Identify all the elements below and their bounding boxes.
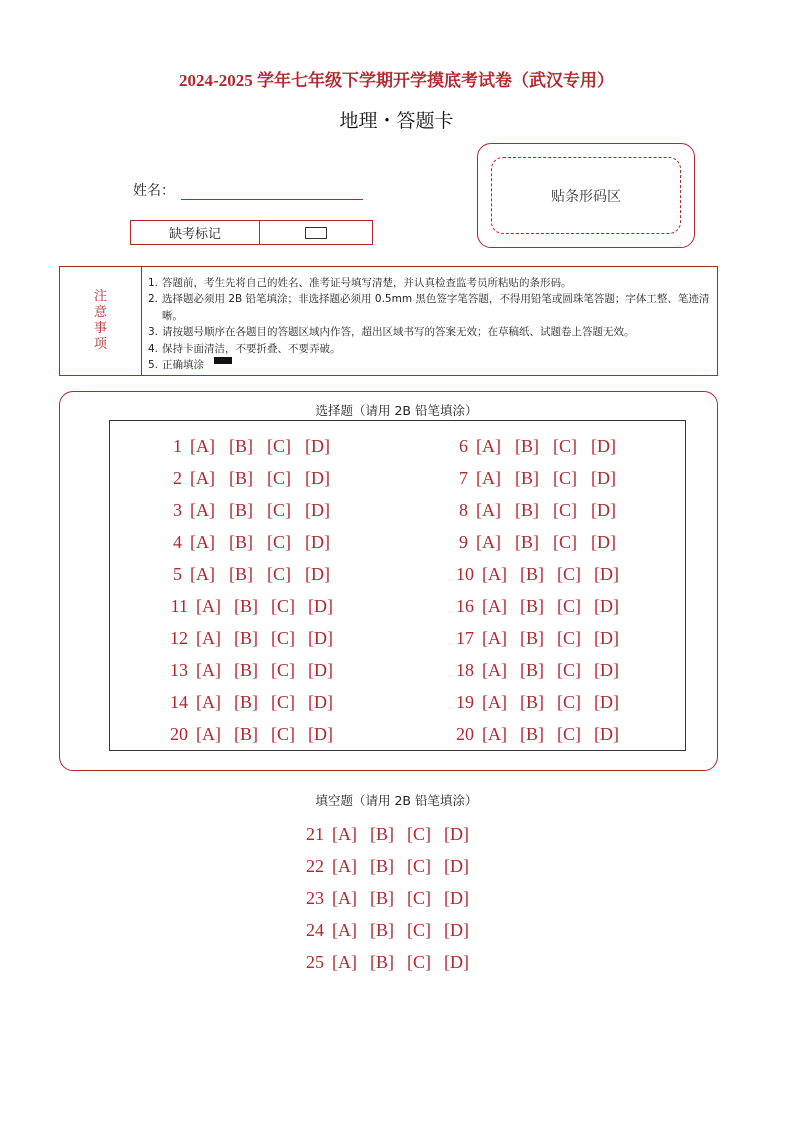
question-row bbox=[444, 692, 632, 713]
answer-option-bubble[interactable]: [A] bbox=[190, 468, 215, 488]
answer-option-bubble[interactable]: [A] bbox=[190, 564, 215, 584]
answer-option-bubble[interactable]: [C] bbox=[271, 660, 295, 680]
question-row bbox=[158, 436, 344, 457]
answer-option-bubble[interactable]: [D] bbox=[305, 532, 330, 552]
answer-option-bubble[interactable]: [C] bbox=[271, 628, 295, 648]
answer-option-bubble[interactable]: [C] bbox=[267, 436, 291, 456]
question-number: 1 bbox=[173, 436, 182, 456]
answer-option-bubble[interactable]: [D] bbox=[308, 660, 333, 680]
answer-option-bubble[interactable]: [C] bbox=[553, 500, 577, 520]
question-row bbox=[298, 888, 482, 909]
absent-label: 缺考标记 bbox=[131, 221, 260, 244]
answer-option-bubble[interactable]: [D] bbox=[591, 468, 616, 488]
notice-item-number: 1. bbox=[148, 277, 159, 289]
answer-option-bubble[interactable]: [D] bbox=[308, 724, 333, 744]
answer-option-bubble[interactable]: [B] bbox=[234, 596, 258, 616]
answer-option-bubble[interactable]: [D] bbox=[308, 692, 333, 712]
answer-option-bubble[interactable]: [D] bbox=[444, 952, 469, 972]
answer-option-bubble[interactable]: [B] bbox=[229, 532, 253, 552]
answer-option-bubble[interactable]: [A] bbox=[196, 596, 221, 616]
question-number: 21 bbox=[306, 824, 324, 844]
answer-option-bubble[interactable]: [C] bbox=[557, 596, 581, 616]
question-number: 7 bbox=[459, 468, 468, 488]
answer-option-bubble[interactable]: [A] bbox=[332, 856, 357, 876]
question-number: 16 bbox=[456, 596, 474, 616]
notice-box bbox=[59, 266, 718, 376]
absent-mark-cell bbox=[260, 221, 372, 244]
question-row bbox=[444, 436, 630, 457]
answer-option-bubble[interactable]: [A] bbox=[482, 692, 507, 712]
answer-option-bubble[interactable]: [C] bbox=[553, 532, 577, 552]
notice-item-text: 正确填涂 bbox=[162, 359, 204, 372]
question-row bbox=[444, 660, 632, 681]
question-number: 24 bbox=[306, 920, 324, 940]
question-row bbox=[298, 920, 482, 941]
notice-list bbox=[142, 267, 717, 375]
answer-option-bubble[interactable]: [C] bbox=[553, 436, 577, 456]
question-number: 3 bbox=[173, 500, 182, 520]
question-row bbox=[298, 952, 482, 973]
answer-option-bubble[interactable]: [B] bbox=[370, 920, 394, 940]
question-row bbox=[298, 824, 482, 845]
absent-mark-box bbox=[130, 220, 373, 245]
answer-option-bubble[interactable]: [D] bbox=[305, 468, 330, 488]
question-number: 13 bbox=[170, 660, 188, 680]
question-number: 9 bbox=[459, 532, 468, 552]
question-number: 8 bbox=[459, 500, 468, 520]
answer-option-bubble[interactable]: [B] bbox=[229, 564, 253, 584]
name-field[interactable] bbox=[181, 181, 363, 200]
answer-option-bubble[interactable]: [D] bbox=[591, 500, 616, 520]
question-number: 11 bbox=[170, 596, 188, 616]
answer-option-bubble[interactable]: [C] bbox=[407, 952, 431, 972]
question-number: 20 bbox=[170, 724, 188, 744]
answer-option-bubble[interactable]: [D] bbox=[444, 824, 469, 844]
answer-option-bubble[interactable]: [C] bbox=[553, 468, 577, 488]
answer-option-bubble[interactable]: [D] bbox=[594, 628, 619, 648]
question-number: 23 bbox=[306, 888, 324, 908]
answer-option-bubble[interactable]: [D] bbox=[305, 436, 330, 456]
question-number: 10 bbox=[456, 564, 474, 584]
answer-option-bubble[interactable]: [B] bbox=[229, 468, 253, 488]
notice-item bbox=[148, 291, 711, 324]
answer-option-bubble[interactable]: [B] bbox=[515, 532, 539, 552]
question-row bbox=[158, 724, 346, 745]
answer-option-bubble[interactable]: [C] bbox=[271, 724, 295, 744]
question-number: 5 bbox=[173, 564, 182, 584]
answer-option-bubble[interactable]: [A] bbox=[190, 500, 215, 520]
answer-option-bubble[interactable]: [C] bbox=[271, 596, 295, 616]
notice-item-text: 请按题号顺序在各题目的答题区域内作答，超出区域书写的答案无效；在草稿纸、试题卷上答题无效。 bbox=[162, 326, 635, 339]
answer-option-bubble[interactable]: [A] bbox=[482, 564, 507, 584]
answer-option-bubble[interactable]: [C] bbox=[267, 532, 291, 552]
answer-option-bubble[interactable]: [B] bbox=[515, 468, 539, 488]
notice-item-number: 2. bbox=[148, 293, 159, 306]
answer-option-bubble[interactable]: [A] bbox=[482, 596, 507, 616]
question-number: 6 bbox=[459, 436, 468, 456]
answer-option-bubble[interactable]: [C] bbox=[557, 724, 581, 744]
answer-option-bubble[interactable]: [D] bbox=[594, 596, 619, 616]
question-row bbox=[158, 564, 344, 585]
notice-item bbox=[148, 341, 711, 357]
answer-option-bubble[interactable]: [A] bbox=[190, 436, 215, 456]
question-row bbox=[158, 532, 344, 553]
answer-option-bubble[interactable]: [C] bbox=[407, 824, 431, 844]
answer-option-bubble[interactable]: [C] bbox=[267, 564, 291, 584]
notice-heading-char: 项 bbox=[93, 337, 107, 352]
question-number: 17 bbox=[456, 628, 474, 648]
question-row bbox=[158, 500, 344, 521]
answer-option-bubble[interactable]: [B] bbox=[520, 692, 544, 712]
answer-option-bubble[interactable]: [B] bbox=[520, 596, 544, 616]
answer-option-bubble[interactable]: [D] bbox=[591, 532, 616, 552]
answer-option-bubble[interactable]: [C] bbox=[407, 920, 431, 940]
answer-option-bubble[interactable]: [B] bbox=[520, 660, 544, 680]
question-number: 2 bbox=[173, 468, 182, 488]
question-number: 12 bbox=[170, 628, 188, 648]
answer-option-bubble[interactable]: [B] bbox=[520, 564, 544, 584]
answer-option-bubble[interactable]: [B] bbox=[370, 824, 394, 844]
answer-option-bubble[interactable]: [C] bbox=[557, 660, 581, 680]
question-number: 14 bbox=[170, 692, 188, 712]
answer-option-bubble[interactable]: [A] bbox=[332, 920, 357, 940]
answer-option-bubble[interactable]: [B] bbox=[234, 628, 258, 648]
question-row bbox=[158, 660, 346, 681]
answer-option-bubble[interactable]: [D] bbox=[444, 856, 469, 876]
answer-option-bubble[interactable]: [B] bbox=[520, 628, 544, 648]
answer-option-bubble[interactable]: [A] bbox=[476, 468, 501, 488]
answer-option-bubble[interactable]: [D] bbox=[591, 436, 616, 456]
answer-option-bubble[interactable]: [B] bbox=[234, 724, 258, 744]
notice-heading-char: 意 bbox=[93, 305, 107, 320]
notice-item-text: 答题前，考生先将自己的姓名、准考证号填写清楚，并认真检查监考员所粘贴的条形码。 bbox=[162, 277, 572, 289]
notice-item bbox=[148, 275, 711, 291]
answer-option-bubble[interactable]: [C] bbox=[557, 692, 581, 712]
choice-section-heading: 选择题（请用 2B 铅笔填涂） bbox=[315, 403, 478, 418]
answer-option-bubble[interactable]: [D] bbox=[594, 692, 619, 712]
question-row bbox=[444, 564, 632, 585]
notice-heading-char: 注 bbox=[93, 289, 107, 304]
answer-option-bubble[interactable]: [C] bbox=[267, 468, 291, 488]
answer-option-bubble[interactable]: [A] bbox=[482, 660, 507, 680]
answer-option-bubble[interactable]: [D] bbox=[594, 724, 619, 744]
notice-heading-char: 事 bbox=[93, 321, 107, 336]
question-row bbox=[444, 628, 632, 649]
answer-option-bubble[interactable]: [D] bbox=[444, 920, 469, 940]
notice-item-number: 3. bbox=[148, 326, 159, 339]
answer-option-bubble[interactable]: [B] bbox=[234, 660, 258, 680]
barcode-label: 贴条形码区 bbox=[491, 157, 681, 234]
answer-option-bubble[interactable]: [B] bbox=[234, 692, 258, 712]
question-row bbox=[444, 468, 630, 489]
name-label: 姓名： bbox=[133, 183, 175, 199]
answer-option-bubble[interactable]: [A] bbox=[482, 724, 507, 744]
absent-checkbox[interactable] bbox=[305, 227, 327, 239]
answer-option-bubble[interactable]: [A] bbox=[332, 952, 357, 972]
answer-option-bubble[interactable]: [A] bbox=[482, 628, 507, 648]
answer-option-bubble[interactable]: [C] bbox=[557, 628, 581, 648]
answer-option-bubble[interactable]: [B] bbox=[370, 888, 394, 908]
answer-option-bubble[interactable]: [B] bbox=[229, 500, 253, 520]
answer-option-bubble[interactable]: [A] bbox=[196, 628, 221, 648]
notice-item bbox=[148, 357, 711, 373]
page-title: 2024-2025 学年七年级下学期开学摸底考试卷（武汉专用） bbox=[179, 71, 614, 90]
answer-option-bubble[interactable]: [C] bbox=[271, 692, 295, 712]
answer-option-bubble[interactable]: [B] bbox=[229, 436, 253, 456]
barcode-area bbox=[477, 143, 695, 248]
answer-option-bubble[interactable]: [A] bbox=[332, 888, 357, 908]
answer-option-bubble[interactable]: [A] bbox=[476, 436, 501, 456]
notice-heading bbox=[60, 267, 142, 375]
question-number: 20 bbox=[456, 724, 474, 744]
question-number: 22 bbox=[306, 856, 324, 876]
answer-option-bubble[interactable]: [D] bbox=[594, 564, 619, 584]
answer-option-bubble[interactable]: [C] bbox=[407, 856, 431, 876]
notice-item-number: 4. bbox=[148, 342, 159, 355]
question-row bbox=[444, 596, 632, 617]
page-subtitle: 地理・答题卡 bbox=[339, 110, 454, 132]
name-row bbox=[133, 180, 363, 200]
question-row bbox=[158, 692, 346, 713]
question-row bbox=[444, 724, 632, 745]
answer-option-bubble[interactable]: [D] bbox=[308, 596, 333, 616]
answer-option-bubble[interactable]: [B] bbox=[515, 436, 539, 456]
answer-option-bubble[interactable]: [A] bbox=[332, 824, 357, 844]
answer-option-bubble[interactable]: [A] bbox=[190, 532, 215, 552]
question-row bbox=[444, 500, 630, 521]
answer-option-bubble[interactable]: [A] bbox=[196, 724, 221, 744]
answer-option-bubble[interactable]: [B] bbox=[370, 952, 394, 972]
question-number: 18 bbox=[456, 660, 474, 680]
answer-option-bubble[interactable]: [D] bbox=[594, 660, 619, 680]
question-row bbox=[158, 628, 346, 649]
question-row bbox=[158, 468, 344, 489]
question-row bbox=[298, 856, 482, 877]
answer-option-bubble[interactable]: [A] bbox=[476, 532, 501, 552]
question-number: 4 bbox=[173, 532, 182, 552]
answer-option-bubble[interactable]: [D] bbox=[305, 500, 330, 520]
notice-item-number: 5. bbox=[148, 359, 159, 372]
answer-option-bubble[interactable]: [B] bbox=[370, 856, 394, 876]
answer-option-bubble[interactable]: [A] bbox=[196, 660, 221, 680]
answer-option-bubble[interactable]: [C] bbox=[267, 500, 291, 520]
answer-option-bubble[interactable]: [C] bbox=[407, 888, 431, 908]
notice-item bbox=[148, 324, 711, 340]
answer-option-bubble[interactable]: [B] bbox=[520, 724, 544, 744]
question-row bbox=[158, 596, 346, 617]
notice-item-text: 选择题必须用 2B 铅笔填涂；非选择题必须用 0.5mm 黑色签字笔答题，不得用铅笔或圆珠笔答题；字体工整、笔迹清晰。 bbox=[162, 293, 710, 322]
answer-option-bubble[interactable]: [B] bbox=[515, 500, 539, 520]
fill-sample-mark bbox=[214, 357, 232, 364]
answer-option-bubble[interactable]: [A] bbox=[476, 500, 501, 520]
question-number: 19 bbox=[456, 692, 474, 712]
answer-option-bubble[interactable]: [C] bbox=[557, 564, 581, 584]
answer-option-bubble[interactable]: [D] bbox=[308, 628, 333, 648]
answer-option-bubble[interactable]: [A] bbox=[196, 692, 221, 712]
question-row bbox=[444, 532, 630, 553]
notice-item-text: 保持卡面清洁，不要折叠、不要弄破。 bbox=[162, 342, 341, 355]
answer-option-bubble[interactable]: [D] bbox=[444, 888, 469, 908]
fill-section-heading: 填空题（请用 2B 铅笔填涂） bbox=[315, 793, 478, 808]
answer-option-bubble[interactable]: [D] bbox=[305, 564, 330, 584]
question-number: 25 bbox=[306, 952, 324, 972]
